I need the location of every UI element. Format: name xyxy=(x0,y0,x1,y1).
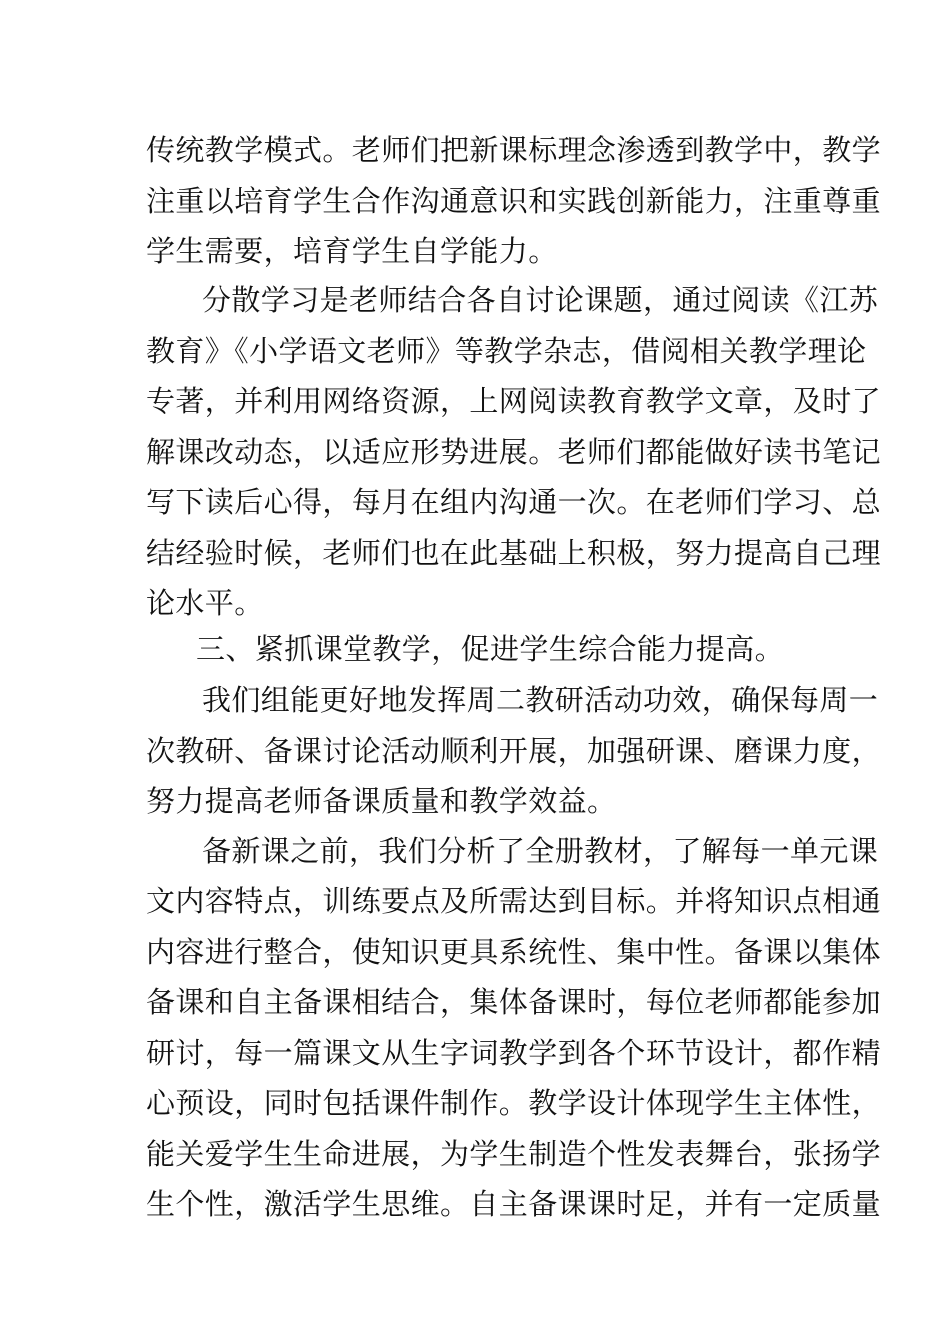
text-line: 论水平。 xyxy=(146,586,264,620)
paragraph-first-line: 备新课之前，我们分析了全册教材，了解每一单元课 xyxy=(202,834,879,868)
text-line: 研讨，每一篇课文从生字词教学到各个环节设计，都作精 xyxy=(146,1036,882,1070)
text-line: 备课和自主备课相结合，集体备课时，每位老师都能参加 xyxy=(146,985,882,1019)
text-line: 能关爱学生生命进展，为学生制造个性发表舞台，张扬学 xyxy=(146,1137,882,1171)
text-line: 次教研、备课讨论活动顺利开展，加强研课、磨课力度， xyxy=(146,734,882,768)
text-line: 心预设，同时包括课件制作。教学设计体现学生主体性， xyxy=(146,1086,882,1120)
text-line: 文内容特点，训练要点及所需达到目标。并将知识点相通 xyxy=(146,884,882,918)
text-line: 注重以培育学生合作沟通意识和实践创新能力，注重尊重 xyxy=(146,184,882,218)
paragraph-first-line: 分散学习是老师结合各自讨论课题，通过阅读《江苏 xyxy=(202,283,879,317)
text-line: 解课改动态，以适应形势进展。老师们都能做好读书笔记 xyxy=(146,435,882,469)
text-line: 结经验时候，老师们也在此基础上积极，努力提高自己理 xyxy=(146,536,882,570)
text-line: 学生需要，培育学生自学能力。 xyxy=(146,234,558,268)
text-line: 内容进行整合，使知识更具系统性、集中性。备课以集体 xyxy=(146,935,882,969)
text-line: 生个性，激活学生思维。自主备课课时足，并有一定质量 xyxy=(146,1187,882,1221)
text-line: 专著，并利用网络资源，上网阅读教育教学文章，及时了 xyxy=(146,384,882,418)
text-line: 努力提高老师备课质量和教学效益。 xyxy=(146,784,617,818)
paragraph-first-line: 我们组能更好地发挥周二教研活动功效，确保每周一 xyxy=(202,683,879,717)
text-line: 传统教学模式。老师们把新课标理念渗透到教学中，教学 xyxy=(146,133,882,167)
text-line: 教育》《小学语文老师》等教学杂志，借阅相关教学理论 xyxy=(146,334,867,368)
section-heading: 三、紧抓课堂教学，促进学生综合能力提高。 xyxy=(196,632,785,666)
text-line: 写下读后心得，每月在组内沟通一次。在老师们学习、总 xyxy=(146,485,882,519)
